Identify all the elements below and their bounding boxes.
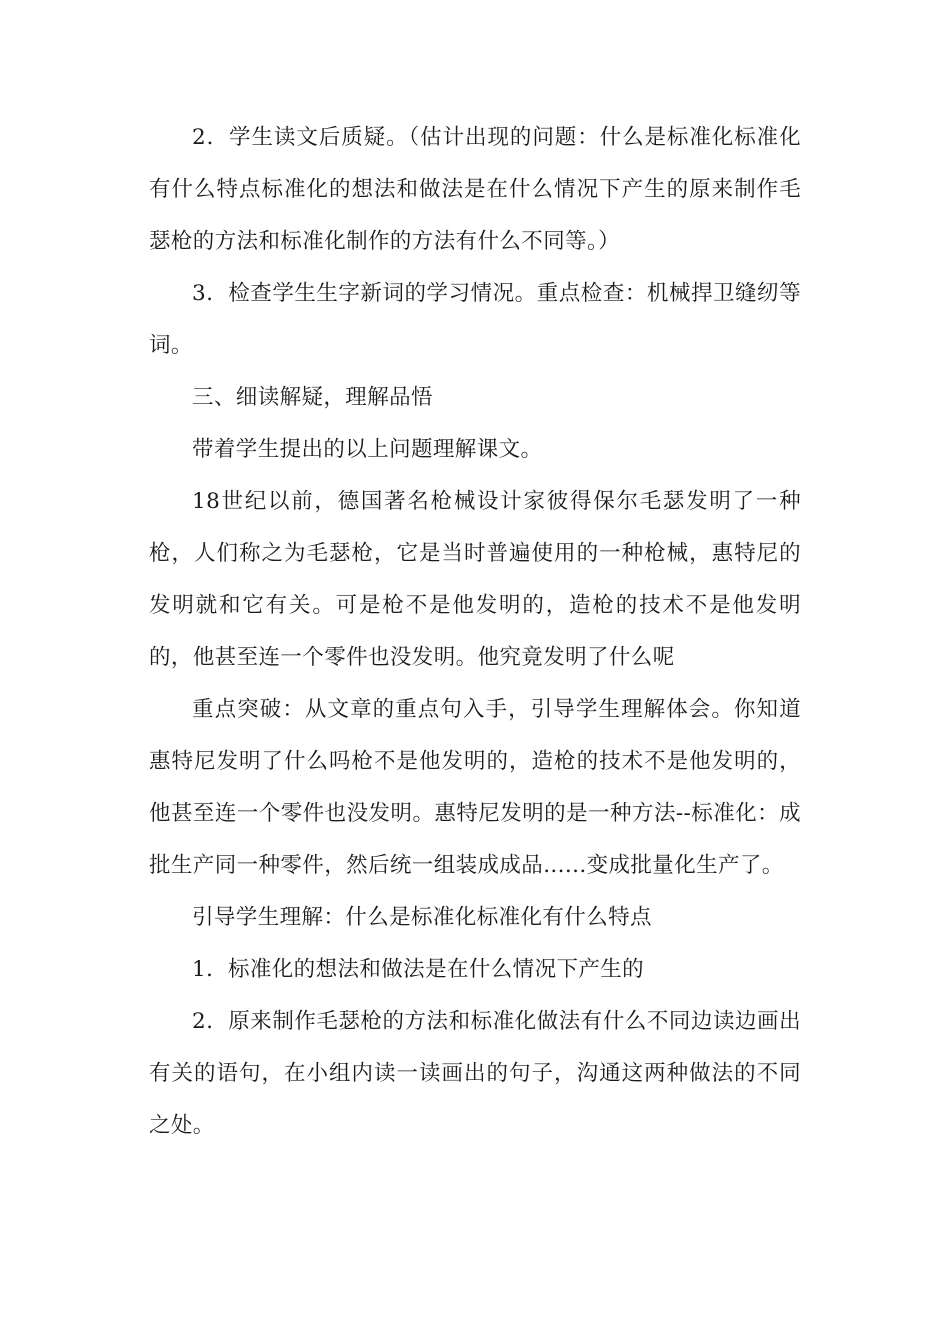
paragraph-check-3: 3．检查学生生字新词的学习情况。重点检查：机械捍卫缝纫等词。	[149, 281, 801, 358]
paragraph-key-point: 重点突破：从文章的重点句入手，引导学生理解体会。你知道惠特尼发明了什么吗枪不是他发明的，造枪的技术不是他发明的，他甚至连一个零件也没发明。惠特尼发明的是一种方法--标准化：成批生产同一种零件，然后统一组装成成品......变成批量化生产了。	[149, 697, 801, 878]
paragraph-guide-question-1: 1．标准化的想法和做法是在什么情况下产生的	[192, 957, 645, 982]
paragraph-guide-question-2: 2．原来制作毛瑟枪的方法和标准化做法有什么不同边读边画出有关的语句，在小组内读一读画出的句子，沟通这两种做法的不同之处。	[149, 1009, 801, 1138]
paragraph-intro: 带着学生提出的以上问题理解课文。	[192, 437, 543, 462]
paragraph-history: 18世纪以前，德国著名枪械设计家彼得保尔毛瑟发明了一种枪，人们称之为毛瑟枪，它是当时普遍使用的一种枪械，惠特尼的发明就和它有关。可是枪不是他发明的，造枪的技术不是他发明的，他甚至连一个零件也没发明。他究竟发明了什么呢	[149, 489, 801, 670]
document-body	[149, 112, 801, 1152]
section-heading: 三、细读解疑，理解品悟	[192, 385, 433, 410]
paragraph-guide: 引导学生理解：什么是标准化标准化有什么特点	[192, 905, 652, 930]
paragraph-question-2: 2．学生读文后质疑。（估计出现的问题：什么是标准化标准化有什么特点标准化的想法和做法是在什么情况下产生的原来制作毛瑟枪的方法和标准化制作的方法有什么不同等。）	[149, 125, 801, 254]
